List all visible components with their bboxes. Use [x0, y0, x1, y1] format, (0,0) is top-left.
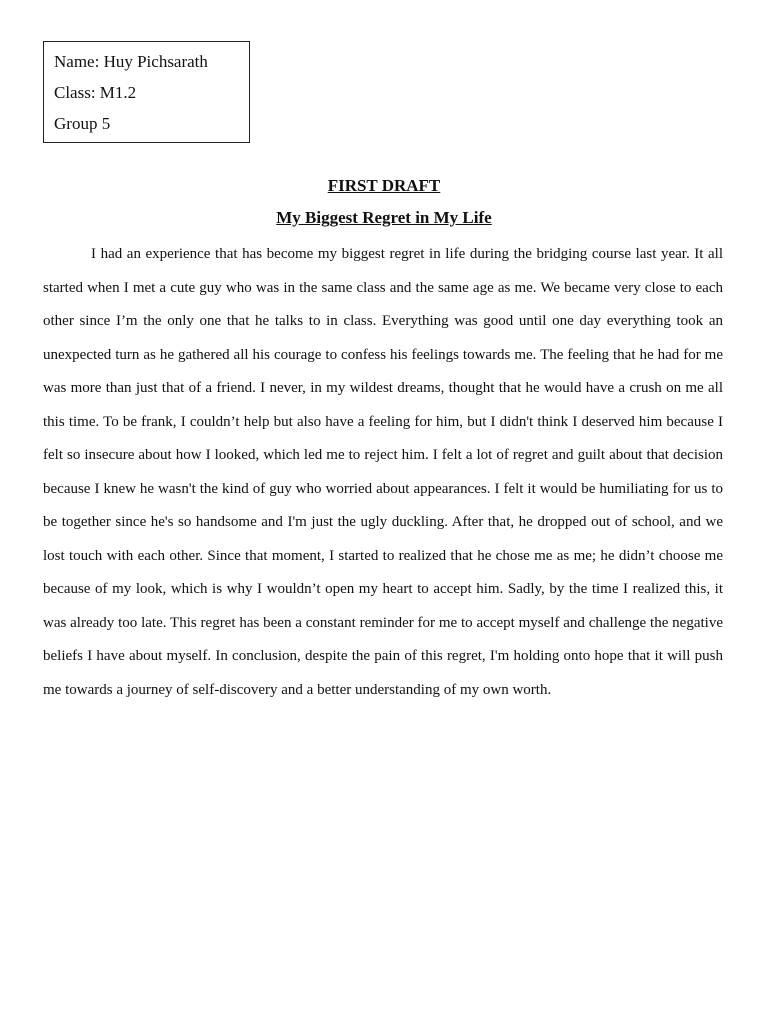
student-info-box: [43, 41, 250, 143]
student-name: Name: Huy Pichsarath: [54, 52, 208, 71]
essay-title: My Biggest Regret in My Life: [276, 208, 492, 227]
student-class: Class: M1.2: [54, 83, 137, 102]
essay-paragraph: I had an experience that has become my biggest regret in life during the bridging course last year. It all started when I met a cute guy who was in the same class and the same age as me. We became very close to each other since I’m the only one that he talks to in class. Everything was good until one day everything took an unexpected turn as he gathered all his courage to confess his feelings towards me. The feeling that he had for me was more than just that of a friend. I never, in my wildest dreams, thought that he would have a crush on me all this time. To be frank, I couldn’t help but also have a feeling for him, but I didn't think I deserved him because I felt so insecure about how I looked, which led me to reject him. I felt a lot of regret and guilt about that decision because I knew he wasn't the kind of guy who worried about appearances. I felt it would be humiliating for us to be together since he's so handsome and I'm just the ugly duckling. After that, he dropped out of school, and we lost touch with each other. Since that moment, I started to realized that he chose me as me; he didn’t choose me because of my look, which is why I wouldn’t open my heart to accept him. Sadly, by the time I realized this, it was already too late. This regret has been a constant reminder for me to accept myself and challenge the negative beliefs I have about myself. In conclusion, despite the pain of this regret, I'm holding onto hope that it will push me towards a journey of self-discovery and a better understanding of my own worth.: [43, 246, 723, 698]
draft-label: FIRST DRAFT: [327, 176, 441, 195]
student-group: Group 5: [54, 114, 111, 133]
